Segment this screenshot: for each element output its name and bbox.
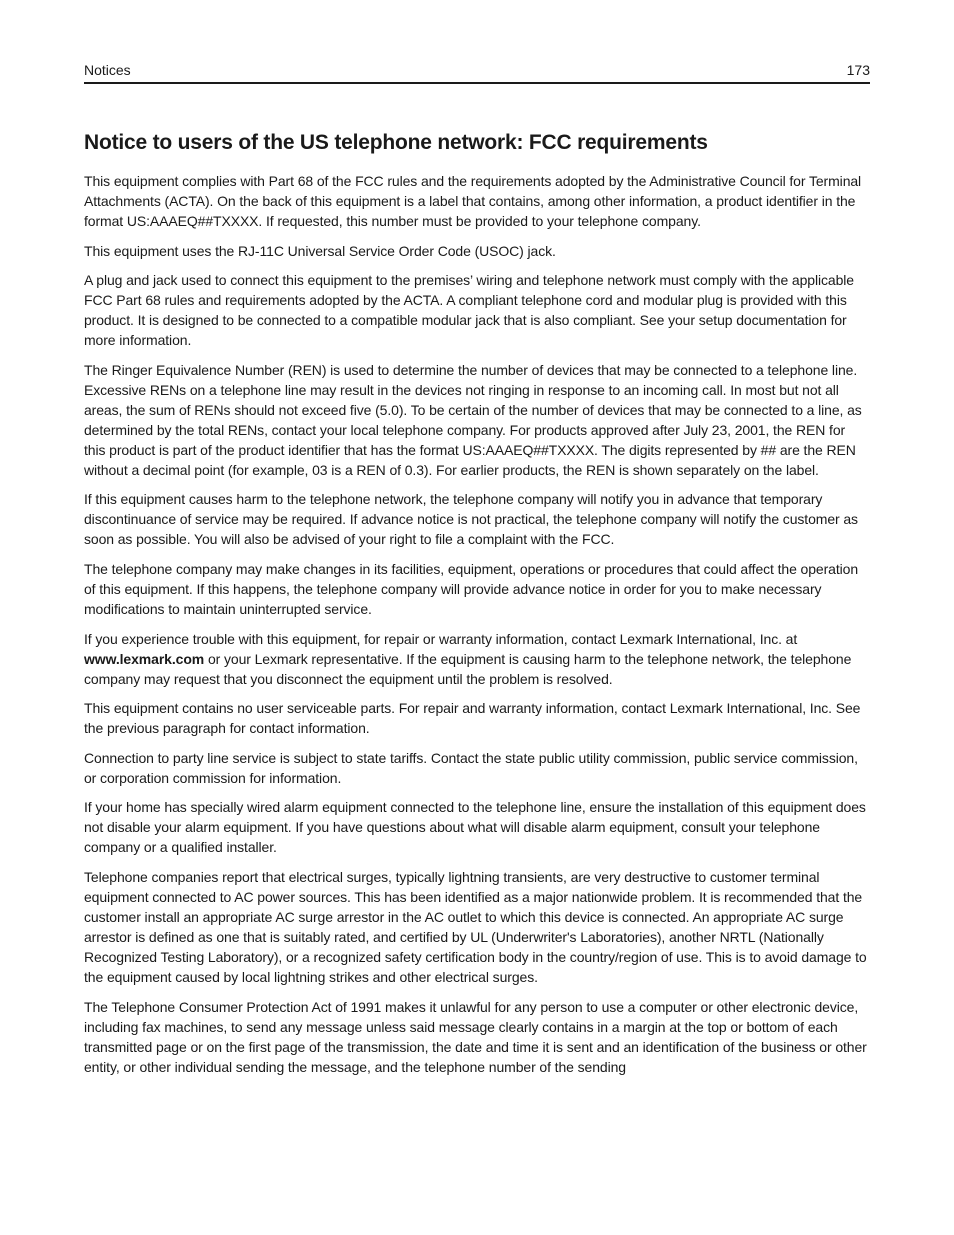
paragraph-party-line: Connection to party line service is subject to state tariffs. Contact the state public utility commission, public service commission, or corporation commission for information.: [84, 749, 858, 786]
paragraph-plug-and-jack: A plug and jack used to connect this equipment to the premises’ wiring and telephone network must comply with the applicable FCC Part 68 rules and requirements adopted by the ACTA. A compliant telephone cord and modular plug is provided with this product. It is designed to be connected to a compatible modular jack that is also compliant. See your setup documentation for more information.: [84, 272, 854, 349]
repair-contact-text-continued: or your Lexmark representative. If the equipment is causing harm to the telephone network, the telephone company may request that you disconnect the equipment until the problem is resolved.: [84, 650, 852, 687]
paragraph-consumer-protection-act: The Telephone Consumer Protection Act of 1991 makes it unlawful for any person to use a computer or other electronic device, including fax machines, to send any message unless said message clearly contains in a margin at the top or bottom of each transmitted page or on the first page of the transmission, the date and time it is sent and an identification of the business or other entity, or other individual sending the message, and the telephone number of the sending: [84, 998, 867, 1075]
paragraph-part-68-compliance: This equipment complies with Part 68 of the FCC rules and the requirements adopted by the Administrative Council for Terminal Attachments (ACTA). On the back of this equipment is a label that contains, among other information, a product identifier in the format US:AAAEQ##TXXXX. If requested, this number must be provided to your telephone company.: [84, 173, 862, 229]
section-heading: Notice to users of the US telephone network: FCC requirements: [84, 131, 708, 154]
paragraph-ringer-equivalence: The Ringer Equivalence Number (REN) is used to determine the number of devices that may be connected to a telephone line. Excessive RENs on a telephone line may result in the devices not ringing in response to an incoming call. In most but not all areas, the sum of RENs should not exceed five (5.0). To be certain of the number of devices that may be connected to a line, as determined by the total RENs, contact your local telephone company. For products approved after July 23, 2001, the REN for this product is part of the product identifier that has the format US:AAAEQ##TXXXX. The digits represented by ## are the REN without a decimal point (for example, 03 is a REN of 0.3). For earlier products, the REN is shown separately on the label.: [84, 361, 862, 478]
lexmark-website-link[interactable]: www.lexmark.com: [84, 650, 205, 667]
header-section-name: Notices: [84, 62, 131, 78]
paragraph-usoc-jack: This equipment uses the RJ-11C Universal Service Order Code (USOC) jack.: [84, 242, 556, 259]
running-header: [84, 60, 870, 84]
paragraph-facility-changes: The telephone company may make changes in its facilities, equipment, operations or procedures that could affect the operation of this equipment. If this happens, the telephone company will provide advance notice in order for you to make necessary modifications to maintain uninterrupted service.: [84, 560, 859, 617]
paragraph-repair-contact: [84, 629, 870, 689]
repair-contact-text: If you experience trouble with this equipment, for repair or warranty information, contact Lexmark International, Inc. at: [84, 630, 798, 647]
paragraph-alarm-equipment: If your home has specially wired alarm equipment connected to the telephone line, ensure the installation of this equipment does not disable your alarm equipment. If you have questions about what will disable alarm equipment, consult your telephone company or a qualified installer.: [84, 799, 866, 856]
paragraph-network-harm: If this equipment causes harm to the telephone network, the telephone company will notify you in advance that temporary discontinuance of service may be required. If advance notice is not practical, the telephone company will notify the customer as soon as possible. You will also be advised of your right to file a complaint with the FCC.: [84, 491, 858, 548]
paragraph-no-serviceable-parts: This equipment contains no user serviceable parts. For repair and warranty information, contact Lexmark International, Inc. See the previous paragraph for contact information.: [84, 700, 861, 737]
header-page-number: 173: [846, 62, 870, 78]
page-content: [84, 129, 870, 1086]
paragraph-surge-arrestor: Telephone companies report that electrical surges, typically lightning transients, are very destructive to customer terminal equipment connected to AC power sources. This has been identified as a major nationwide problem. It is recommended that the customer install an appropriate AC surge arrestor in the AC outlet to which this device is connected. An appropriate AC surge arrestor is defined as one that is suitably rated, and certified by UL (Underwriter's Laboratories), another NRTL (Nationally Recognized Testing Laboratory), or a recognized safety certification body in the country/region of use. This is to avoid damage to the equipment caused by local lightning strikes and other electrical surges.: [84, 868, 867, 985]
